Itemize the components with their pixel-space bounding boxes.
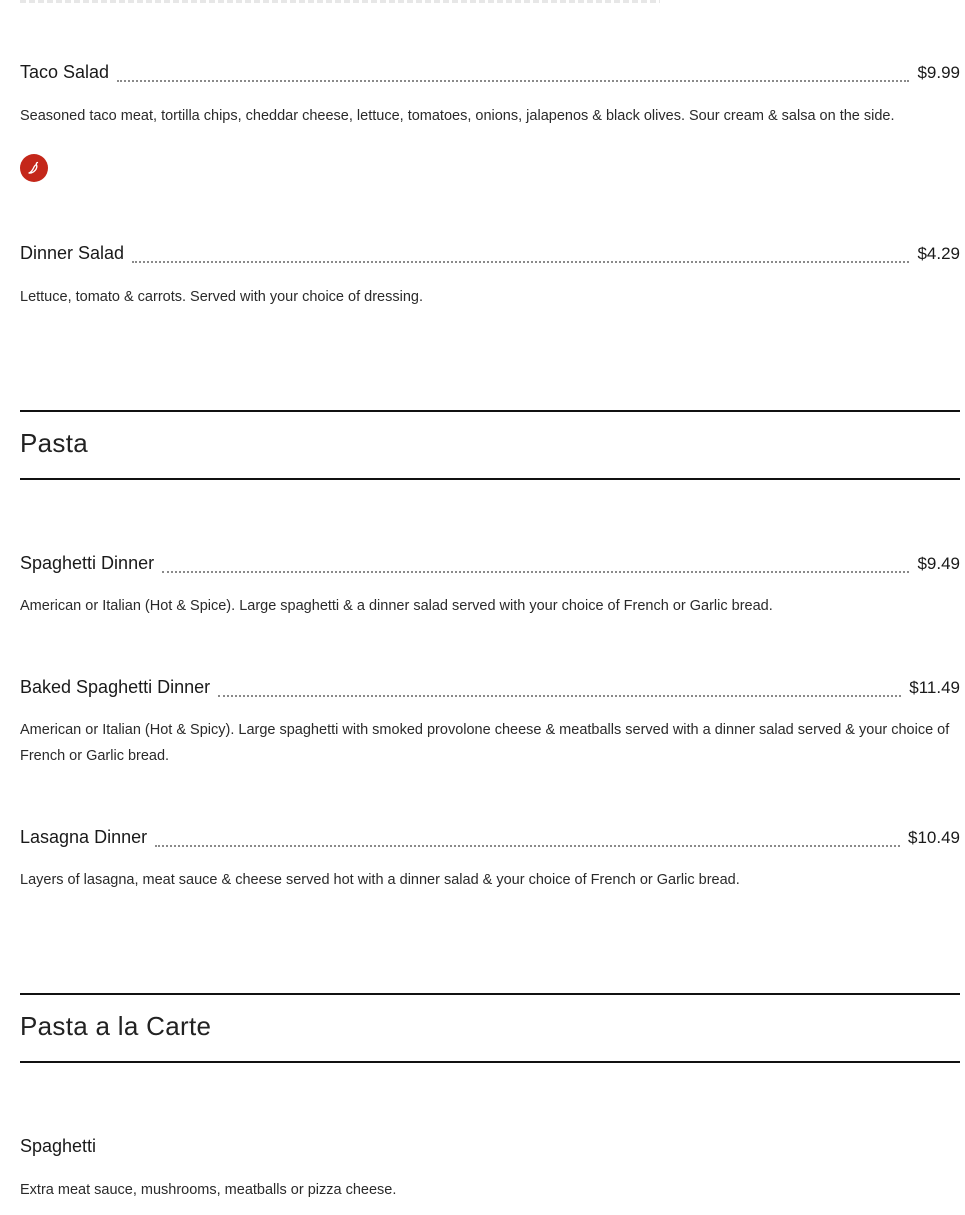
dot-leader: [155, 844, 900, 847]
item-name: Taco Salad: [20, 62, 110, 82]
menu-item-header: [20, 553, 960, 577]
menu-item-dinner-salad: [20, 243, 960, 267]
menu-item-header: [20, 677, 960, 701]
section-bottom-rule: [20, 1061, 960, 1063]
dot-leader: [132, 260, 909, 263]
section-title-pasta: Pasta: [20, 428, 88, 458]
section-top-rule: [20, 410, 960, 412]
menu-item-lasagna-dinner: [20, 827, 960, 851]
section-title-pasta-a-la-carte: Pasta a la Carte: [20, 1011, 212, 1041]
menu-item-header: [20, 1136, 960, 1160]
item-price: $4.29: [917, 244, 960, 263]
chili-pepper-icon: [20, 154, 48, 182]
item-name: Dinner Salad: [20, 243, 125, 263]
cut-off-text-line: [20, 0, 660, 3]
menu-item-header: [20, 243, 960, 267]
item-name: Spaghetti: [20, 1136, 97, 1156]
item-description: Lettuce, tomato & carrots. Served with your choice of dressing.: [20, 289, 423, 305]
item-price: $11.49: [909, 678, 960, 697]
item-description: Layers of lasagna, meat sauce & cheese served hot with a dinner salad & your choice of French or Garlic bread.: [20, 872, 740, 888]
section-top-rule: [20, 993, 960, 995]
item-price: $10.49: [908, 828, 960, 847]
item-description: American or Italian (Hot & Spicy). Large spaghetti with smoked provolone cheese & meatballs served with a dinner salad served & your choice of French or Garlic bread.: [20, 722, 950, 764]
item-name: Spaghetti Dinner: [20, 553, 155, 573]
dot-leader: [117, 79, 909, 82]
menu-item-spaghetti-dinner: [20, 553, 960, 577]
menu-item-header: [20, 827, 960, 851]
menu-item-taco-salad: [20, 62, 960, 86]
menu-item-spaghetti: [20, 1136, 960, 1160]
section-bottom-rule: [20, 478, 960, 480]
item-price: $9.99: [917, 63, 960, 82]
menu-item-baked-spaghetti-dinner: [20, 677, 960, 701]
item-name: Lasagna Dinner: [20, 827, 148, 847]
item-price: $9.49: [917, 554, 960, 573]
menu-item-header: [20, 62, 960, 86]
item-description: Extra meat sauce, mushrooms, meatballs or pizza cheese.: [20, 1182, 397, 1198]
dot-leader: [162, 570, 909, 573]
item-description: American or Italian (Hot & Spice). Large spaghetti & a dinner salad served with your choice of French or Garlic bread.: [20, 598, 773, 614]
dot-leader: [218, 694, 901, 697]
item-description: Seasoned taco meat, tortilla chips, cheddar cheese, lettuce, tomatoes, onions, jalapenos & black olives. Sour cream & salsa on the side.: [20, 108, 895, 124]
item-name: Baked Spaghetti Dinner: [20, 677, 211, 697]
